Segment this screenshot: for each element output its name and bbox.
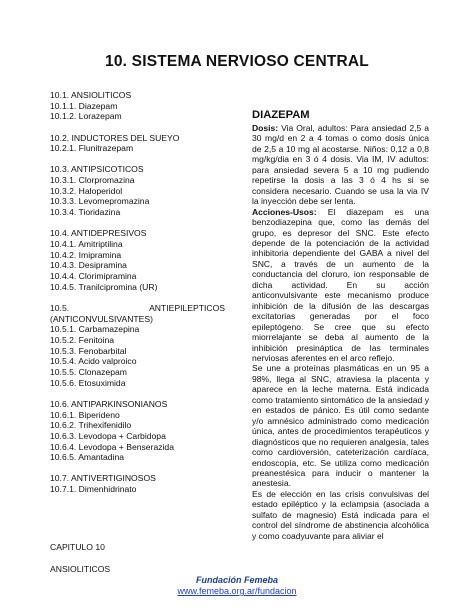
toc-entry: 10.7. ANTIVERTIGINOSOS	[50, 473, 156, 484]
dosis-text: Via Oral, adultos: Para ansiedad 2,5 a 30 mg/d en 2 a 4 tomas o como dosis única de 2,5 a 10 mg al acostarse. Niños: 0,12 a 0,8 mg/kg/dia en 3 ó 4 dosis. Via IM, IV adultos: para ansiedad severa 5 a 10 mg pudiendo repetirse la dosis a las 3 ó 4 hs si se considera necesario. Cuando se usa la via IV la inyección debe ser lenta.	[252, 123, 429, 207]
toc-entry: 10.5.4. Acido valproico	[50, 356, 137, 367]
body-paragraph: Es de elección en las crisis convulsivas del estado epiléptico y la eclampsia (asociada a sulfato de magnesio) Está indicada para el control del síndrome de abstinencia alcohólica y como coadyuvante para aliviar el	[252, 488, 429, 541]
toc-entry: 10.6.3. Levodopa + Carbidopa	[50, 430, 166, 441]
toc-entry: 10.6.5. Amantadina	[50, 452, 125, 463]
dosis-label: Dosis:	[252, 123, 279, 133]
toc-entry: 10.4. ANTIDEPRESIVOS	[50, 228, 147, 239]
toc-entry: 10.5.2. Fenitoina	[50, 334, 115, 345]
toc-group-antiepilepticos	[50, 303, 225, 389]
chapter-label: CAPITULO 10	[50, 542, 105, 552]
chapter-subtitle: ANSIOLITICOS	[50, 564, 111, 574]
toc-number: 10.5.	[50, 302, 70, 313]
toc-group-antipsicoticos	[50, 164, 225, 218]
toc-entry: 10.2. INDUCTORES DEL SUEYO	[50, 132, 180, 143]
toc-entry: 10.1.2. Lorazepam	[50, 111, 122, 122]
table-of-contents	[50, 90, 225, 574]
toc-entry: 10.6. ANTIPARKINSONIANOS	[50, 398, 168, 409]
toc-entry: 10.1. ANSIOLITICOS	[50, 90, 132, 100]
toc-group-inductores	[50, 133, 225, 154]
toc-entry: 10.5.3. Fenobarbital	[50, 345, 127, 356]
toc-entry: 10.3.2. Haloperidol	[50, 185, 123, 196]
toc-entry: 10.7.1. Dimenhidrinato	[50, 484, 137, 495]
footer-organization: Fundación Femeba	[195, 575, 278, 585]
body-paragraph: Se une a proteínas plasmáticas en un 95 a 98%, llega al SNC, atraviesa la placenta y aparece en la leche materna. Está indicada como tratamiento sintomático de la ansiedad y en estados de pánico. Es útil como sedante y/o amnésico administrado como medicación única, antes de procedimientos terapéuticos y diagnósticos que no requieren analgesia, tales como cardioversión, cateterización cardíaca, endoscopía, etc. Se utiliza como medicación preanestésica para inducir o mantener la anestesia.	[252, 363, 429, 489]
toc-entry-header	[50, 303, 225, 314]
toc-group-antivertiginosos	[50, 473, 225, 494]
toc-heading-cont: (ANTICONVULSIVANTES)	[50, 313, 153, 324]
dosis-paragraph	[252, 123, 429, 207]
toc-entry: 10.3.4. Tioridazina	[50, 207, 121, 218]
toc-entry: 10.6.2. Trihexifenidilo	[50, 420, 132, 431]
toc-entry: 10.3.3. Levomepromazina	[50, 196, 150, 207]
toc-entry: 10.6.1. Biperideno	[50, 409, 120, 420]
toc-entry: 10.4.3. Desipramina	[50, 260, 127, 271]
toc-entry: 10.5.1. Carbamazepina	[50, 324, 140, 335]
toc-entry: 10.5.5. Clonazepam	[50, 367, 127, 378]
toc-entry: 10.4.5. Tranilcipromina (UR)	[50, 281, 158, 292]
toc-entry: 10.3. ANTIPSICOTICOS	[50, 164, 144, 175]
page-title: 10. SISTEMA NERVIOSO CENTRAL	[105, 53, 369, 70]
footer-link[interactable]: www.femeba.org.ar/fundacion	[177, 586, 297, 596]
toc-entry: 10.3.1. Clorpromazina	[50, 175, 135, 185]
page-footer	[0, 575, 474, 597]
acciones-paragraph	[252, 207, 429, 364]
toc-entry: 10.4.2. Imipramina	[50, 249, 122, 260]
acciones-text: El diazepam es una benzodiazepina que, como las demás del grupo, es depresor del SNC. Este efecto depende de la potenciación de la actividad inhibitoria dependiente del GABA a nivel del SNC, a través de un aumento de la conductancia del cloruro, ion responsable de dicha actividad. En su acción anticonvulsivante este mecanismo produce inhibición de la difusión de las descargas excitatorias generadas por el foco epileptógeno. Se cree que su efecto miorrelajante se deba al aumento de la inhibición presináptica de las terminales nerviosas aferentes en el arco reflejo.	[252, 206, 429, 363]
toc-group-antidepresivos	[50, 228, 225, 292]
toc-group-ansioliticos	[50, 90, 225, 122]
toc-entry: 10.4.1. Amitriptilina	[50, 238, 123, 249]
acciones-label: Acciones-Usos:	[252, 206, 317, 217]
diazepam-section	[252, 109, 429, 541]
toc-entry: 10.1.1. Diazepam	[50, 100, 118, 111]
toc-entry: 10.5.6. Etosuximida	[50, 377, 126, 388]
toc-entry: 10.4.4. Clorimipramina	[50, 271, 137, 282]
toc-group-antiparkinsonianos	[50, 399, 225, 463]
toc-entry: 10.6.4. Levodopa + Benserazida	[50, 441, 174, 452]
section-heading: DIAZEPAM	[252, 109, 310, 121]
toc-heading: ANTIEPILEPTICOS	[149, 302, 225, 313]
toc-entry: 10.2.1. Flunitrazepam	[50, 143, 134, 154]
